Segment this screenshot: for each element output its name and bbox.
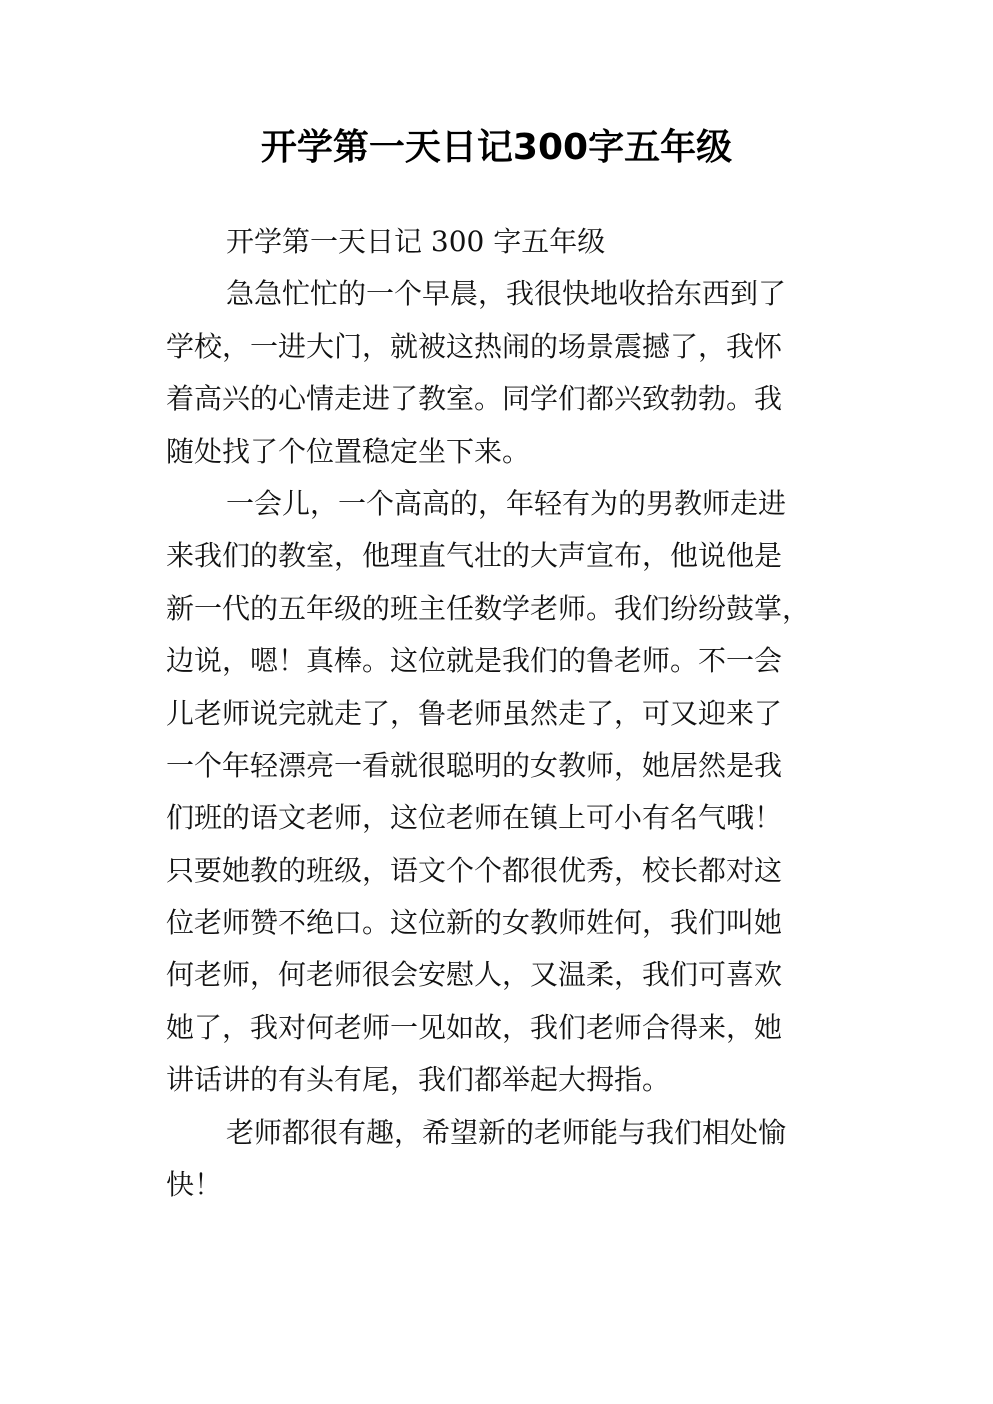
- text-line: 一会儿，一个高高的，年轻有为的男教师走进: [226, 486, 787, 520]
- text-line: 们班的语文老师，这位老师在镇上可小有名气哦！: [166, 801, 783, 835]
- text-line: 随处找了个位置稳定坐下来。: [166, 434, 531, 468]
- text-line: 学校，一进大门，就被这热闹的场景震撼了，我怀: [166, 329, 783, 363]
- text-line: 只要她教的班级，语文个个都很优秀，校长都对这: [166, 853, 783, 887]
- text-line: 儿老师说完就走了，鲁老师虽然走了，可又迎来了: [166, 696, 783, 730]
- text-line: 一个年轻漂亮一看就很聪明的女教师，她居然是我: [166, 748, 783, 782]
- text-line: 来我们的教室，他理直气壮的大声宣布，他说他是: [166, 539, 783, 573]
- text-line: 新一代的五年级的班主任数学老师。我们纷纷鼓掌，: [166, 591, 811, 625]
- text-line: 位老师赞不绝口。这位新的女教师姓何，我们叫她: [166, 906, 783, 940]
- text-line: 着高兴的心情走进了教室。同学们都兴致勃勃。我: [166, 382, 783, 416]
- text-line: 老师都很有趣，希望新的老师能与我们相处愉: [226, 1115, 787, 1149]
- text-line: 她了，我对何老师一见如故，我们老师合得来，她: [166, 1010, 783, 1044]
- text-line: 讲话讲的有头有尾，我们都举起大拇指。: [166, 1063, 671, 1097]
- document-body: [166, 216, 834, 1211]
- text-line: 何老师，何老师很会安慰人，又温柔，我们可喜欢: [166, 958, 783, 992]
- text-line: 开学第一天日记 300 字五年级: [226, 225, 606, 258]
- text-line: 急急忙忙的一个早晨，我很快地收拾东西到了: [226, 277, 787, 311]
- text-line: 快！: [166, 1168, 223, 1202]
- text-line: 边说，嗯！真棒。这位就是我们的鲁老师。不一会: [166, 644, 783, 678]
- document-title: 开学第一天日记300字五年级: [260, 127, 733, 168]
